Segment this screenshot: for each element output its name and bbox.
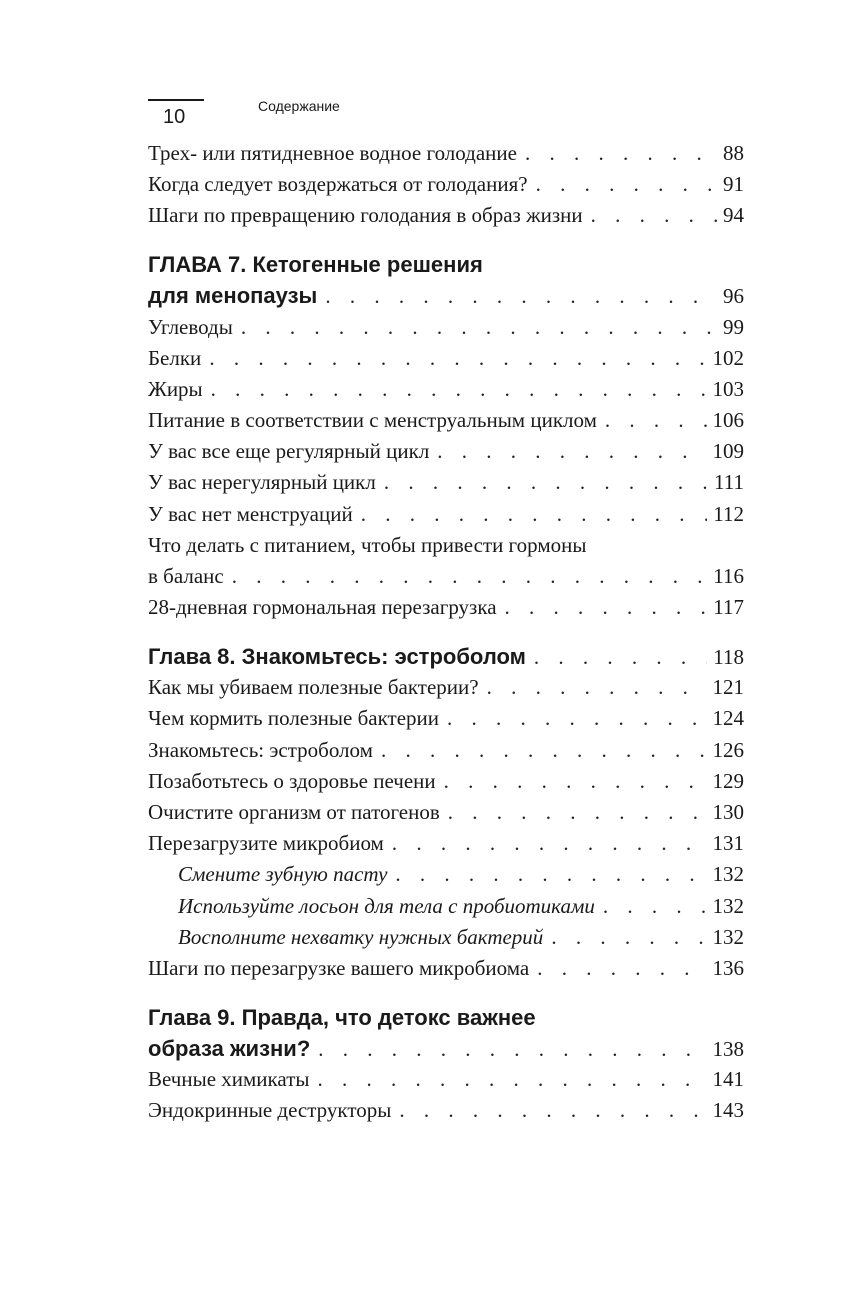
leader-dots bbox=[437, 439, 706, 464]
toc-entry[interactable]: 28-дневная гормональная перезагрузка . . . 117 bbox=[148, 595, 744, 626]
leader-dots bbox=[534, 645, 707, 670]
toc-entry[interactable]: Трех- или пятидневное водное голодание . . . 88 bbox=[148, 141, 744, 172]
toc-entry[interactable]: Белки . . . 102 bbox=[148, 346, 744, 377]
leader-dots bbox=[551, 925, 706, 950]
toc-entry[interactable]: Питание в соответствии с менструальным циклом . . . 106 bbox=[148, 408, 744, 439]
toc-entry[interactable]: У вас все еще регулярный цикл . . . 109 bbox=[148, 439, 744, 470]
leader-dots bbox=[318, 1067, 707, 1092]
leader-dots bbox=[537, 956, 706, 981]
toc-entry[interactable]: У вас нет менструаций . . . 112 bbox=[148, 502, 744, 533]
leader-dots bbox=[399, 1098, 706, 1123]
toc-entry[interactable]: Жиры . . . 103 bbox=[148, 377, 744, 408]
toc-entry[interactable]: Шаги по перезагрузке вашего микробиома . . . 136 bbox=[148, 956, 744, 987]
toc-entry[interactable]: Шаги по превращению голодания в образ жизни . . . 94 bbox=[148, 203, 744, 234]
toc-entry[interactable]: У вас нерегулярный цикл . . . 111 bbox=[148, 470, 744, 501]
toc-entry[interactable]: Как мы убиваем полезные бактерии? . . . 121 bbox=[148, 675, 744, 706]
header-rule bbox=[148, 99, 204, 101]
toc-entry-line1[interactable]: Что делать с питанием, чтобы привести гормоны bbox=[148, 532, 587, 557]
toc-entry[interactable]: Перезагрузите микробиом . . . 131 bbox=[148, 831, 744, 862]
toc-entry[interactable]: Позаботьтесь о здоровье печени . . . 129 bbox=[148, 769, 744, 800]
toc-entry[interactable]: Вечные химикаты . . . 141 bbox=[148, 1067, 744, 1098]
leader-dots bbox=[448, 800, 707, 825]
leader-dots bbox=[384, 470, 708, 495]
leader-dots bbox=[209, 346, 706, 371]
toc-entry[interactable]: Знакомьтесь: эстроболом . . . 126 bbox=[148, 738, 744, 769]
leader-dots bbox=[211, 377, 707, 402]
toc-subentry[interactable]: Смените зубную пасту . . . 132 bbox=[148, 862, 744, 893]
leader-dots bbox=[603, 894, 707, 919]
toc-entry[interactable]: Углеводы . . . 99 bbox=[148, 315, 744, 346]
table-of-contents bbox=[148, 141, 744, 1129]
leader-dots bbox=[381, 738, 707, 763]
leader-dots bbox=[505, 595, 708, 620]
toc-entry[interactable]: в баланс . . . 116 bbox=[148, 564, 744, 595]
toc-entry[interactable]: Чем кормить полезные бактерии . . . 124 bbox=[148, 706, 744, 737]
chapter-7-entry[interactable]: для менопаузы . . . 96 bbox=[148, 283, 744, 314]
leader-dots bbox=[536, 172, 717, 197]
toc-entry[interactable]: Очистите организм от патогенов . . . 130 bbox=[148, 800, 744, 831]
leader-dots bbox=[605, 408, 707, 433]
leader-dots bbox=[241, 315, 717, 340]
leader-dots bbox=[444, 769, 707, 794]
leader-dots bbox=[395, 862, 706, 887]
leader-dots bbox=[232, 564, 708, 589]
leader-dots bbox=[591, 203, 717, 228]
leader-dots bbox=[325, 284, 717, 309]
toc-subentry[interactable]: Восполните нехватку нужных бактерий . . . 132 bbox=[148, 925, 744, 956]
leader-dots bbox=[447, 706, 707, 731]
chapter-7-heading[interactable]: ГЛАВА 7. Кетогенные решения bbox=[148, 252, 483, 278]
leader-dots bbox=[318, 1037, 706, 1062]
leader-dots bbox=[487, 675, 707, 700]
leader-dots bbox=[361, 502, 708, 527]
chapter-9-entry[interactable]: образа жизни? . . . 138 bbox=[148, 1036, 744, 1067]
chapter-9-heading[interactable]: Глава 9. Правда, что детокс важнее bbox=[148, 1004, 536, 1030]
leader-dots bbox=[392, 831, 707, 856]
toc-subentry[interactable]: Используйте лосьон для тела с пробиотиками . . . 132 bbox=[148, 894, 744, 925]
chapter-8-heading[interactable]: Глава 8. Знакомьтесь: эстроболом . . . 118 bbox=[148, 644, 744, 675]
toc-entry[interactable]: Эндокринные деструкторы . . . 143 bbox=[148, 1098, 744, 1129]
leader-dots bbox=[525, 141, 717, 166]
page-number: 10 bbox=[163, 106, 186, 128]
toc-entry[interactable]: Когда следует воздержаться от голодания? . . . 91 bbox=[148, 172, 744, 203]
running-header: Содержание bbox=[258, 98, 340, 114]
